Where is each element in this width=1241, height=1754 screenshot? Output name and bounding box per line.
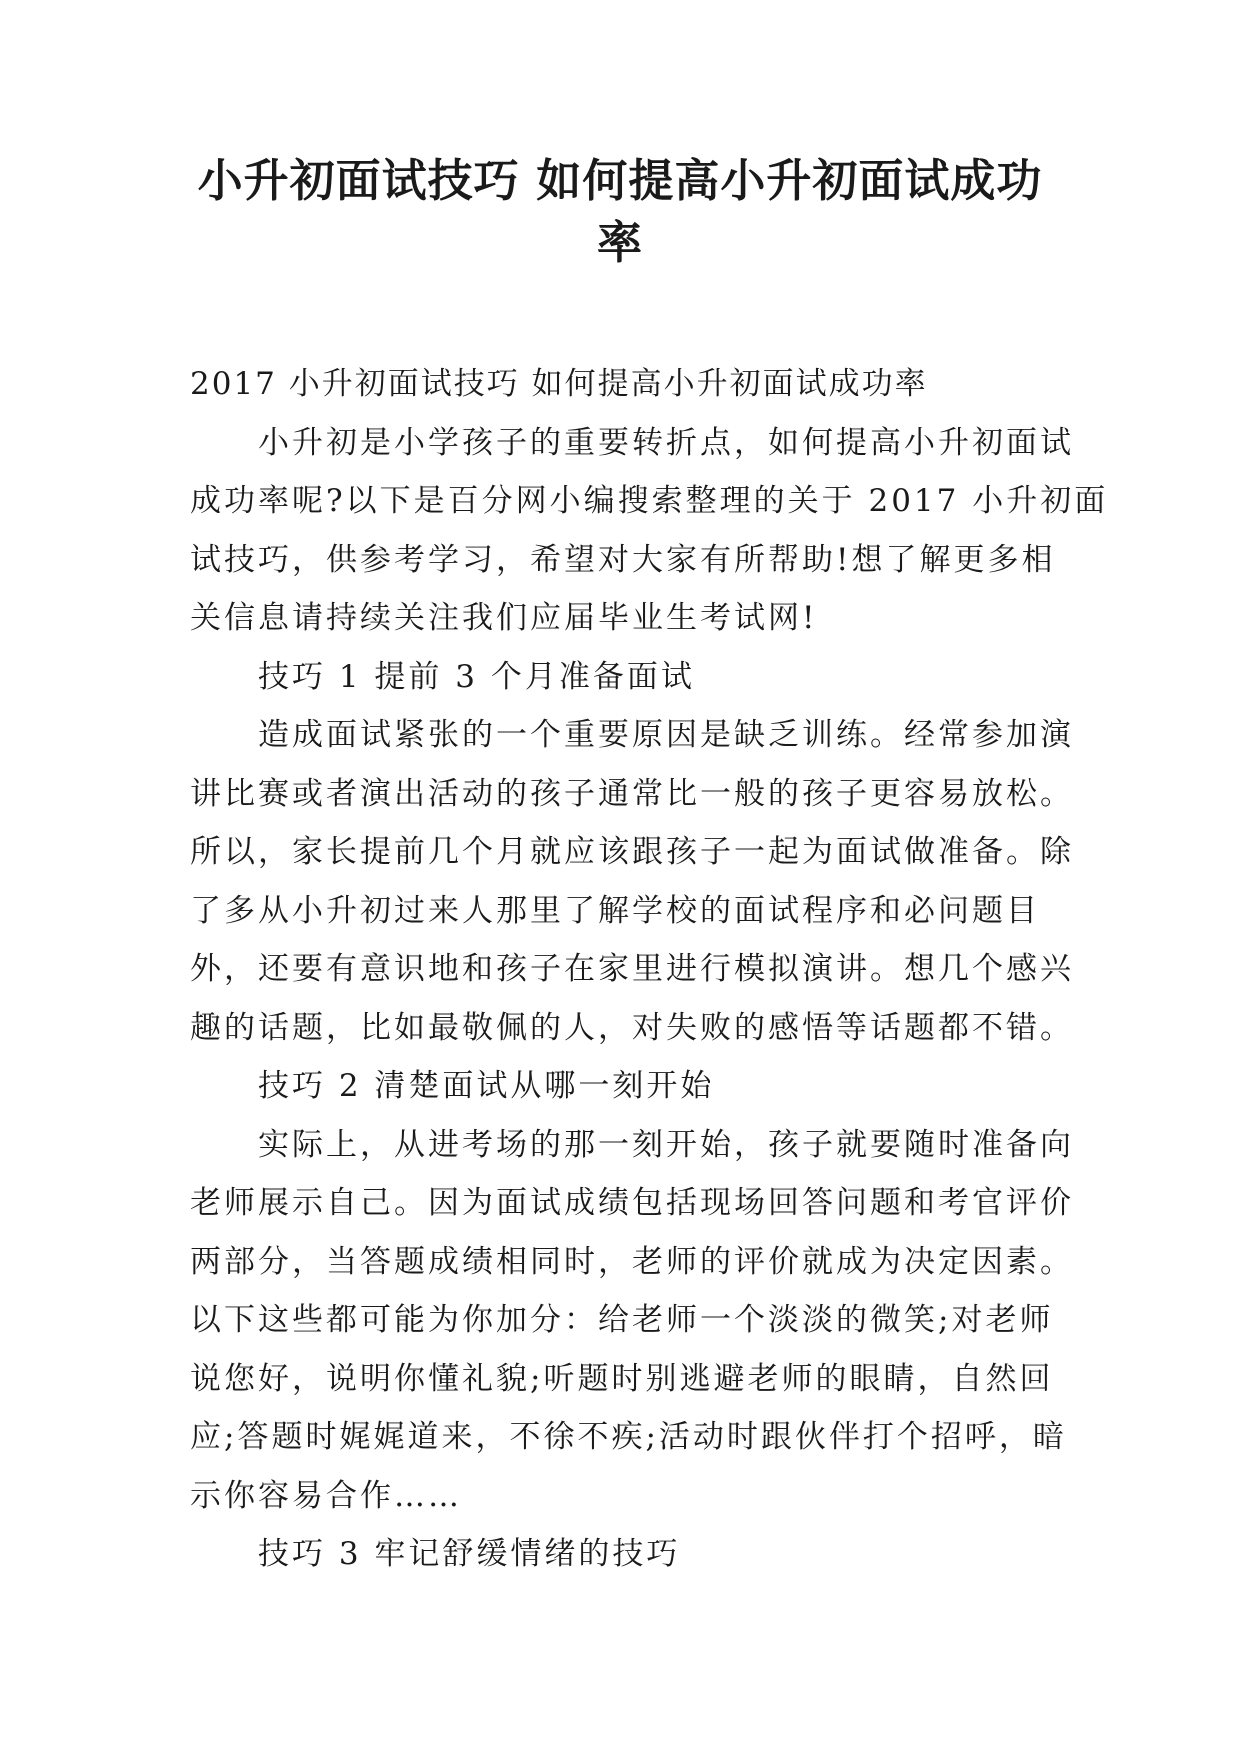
paragraph-line: 老师展示自己。因为面试成绩包括现场回答问题和考官评价: [190, 1185, 1074, 1221]
document-title-line-2: 率: [596, 216, 643, 269]
paragraph-line: 外，还要有意识地和孩子在家里进行模拟演讲。想几个感兴: [190, 951, 1074, 987]
paragraph-line: 实际上，从进考场的那一刻开始，孩子就要随时准备向: [258, 1126, 1074, 1163]
section-heading: 技巧 3 牢记舒缓情绪的技巧: [258, 1536, 681, 1572]
document-subtitle: 2017 小升初面试技巧 如何提高小升初面试成功率: [190, 366, 928, 402]
document-title: [180, 150, 1060, 274]
paragraph-line: 以下这些都可能为你加分：给老师一个淡淡的微笑;对老师: [190, 1302, 1054, 1338]
paragraph-line: 试技巧，供参考学习，希望对大家有所帮助!想了解更多相: [190, 541, 1056, 578]
paragraph-line: 示你容易合作……: [190, 1477, 462, 1514]
paragraph-line: 了多从小升初过来人那里了解学校的面试程序和必问题目: [190, 892, 1040, 929]
paragraph-line: 成功率呢?以下是百分网小编搜索整理的关于 2017 小升初面: [190, 483, 1109, 519]
paragraph-line: 说您好，说明你懂礼貌;听题时别逃避老师的眼睛，自然回: [190, 1360, 1054, 1397]
paragraph-line: 讲比赛或者演出活动的孩子通常比一般的孩子更容易放松。: [190, 775, 1074, 812]
document-title-line-1: 小升初面试技巧 如何提高小升初面试成功: [197, 154, 1043, 207]
paragraph-line: 小升初是小学孩子的重要转折点，如何提高小升初面试: [258, 424, 1074, 461]
paragraph-line: 造成面试紧张的一个重要原因是缺乏训练。经常参加演: [258, 717, 1074, 753]
paragraph-line: 关信息请持续关注我们应届毕业生考试网!: [190, 600, 818, 636]
paragraph-line: 应;答题时娓娓道来，不徐不疾;活动时跟伙伴打个招呼，暗: [190, 1419, 1067, 1455]
paragraph-line: 所以，家长提前几个月就应该跟孩子一起为面试做准备。除: [190, 834, 1074, 870]
paragraph-line: 两部分，当答题成绩相同时，老师的评价就成为决定因素。: [190, 1243, 1074, 1280]
section-heading: 技巧 2 清楚面试从哪一刻开始: [258, 1068, 715, 1104]
section-heading: 技巧 1 提前 3 个月准备面试: [258, 658, 695, 695]
document-body: [190, 355, 1109, 1584]
paragraph-line: 趣的话题，比如最敬佩的人，对失败的感悟等话题都不错。: [190, 1009, 1074, 1046]
